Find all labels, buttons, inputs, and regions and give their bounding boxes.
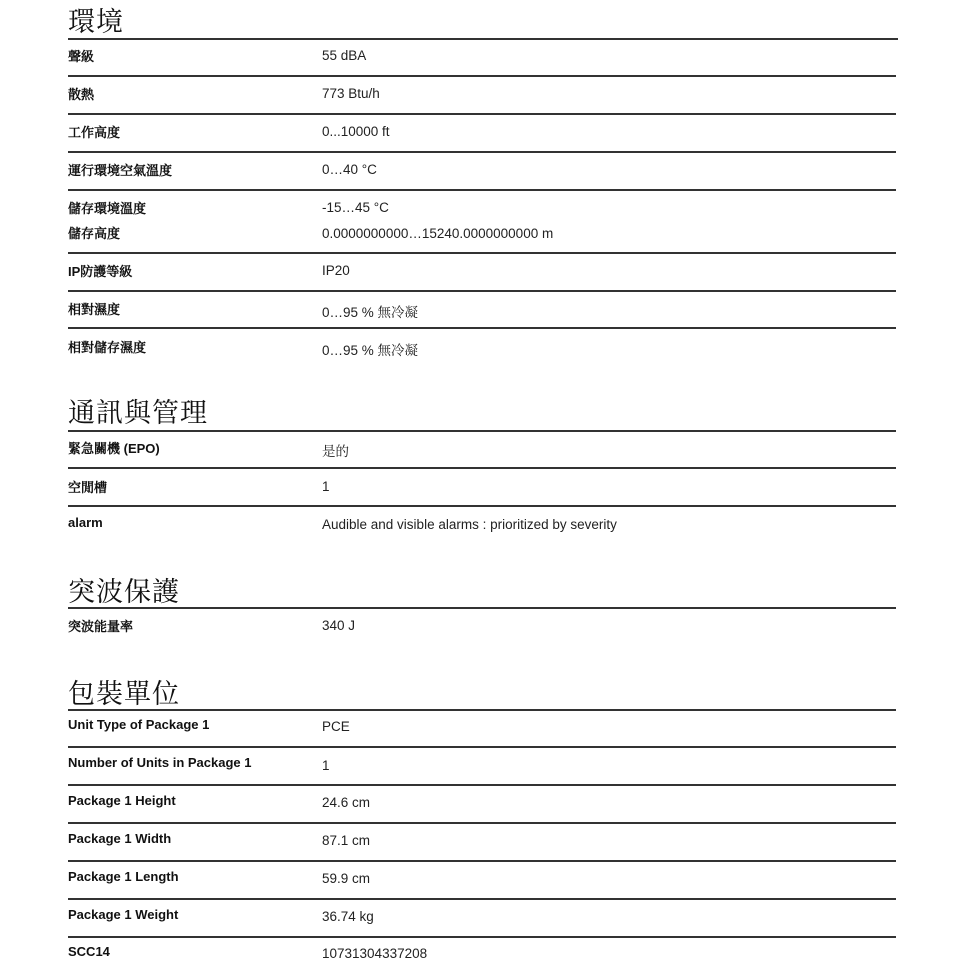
spec-value: Audible and visible alarms : prioritized by severity xyxy=(322,517,617,532)
row-divider xyxy=(68,505,896,507)
row-divider xyxy=(68,822,896,824)
spec-value: 是的 xyxy=(322,444,349,459)
spec-value: 0…40 °C xyxy=(322,162,377,177)
row-divider xyxy=(68,252,896,254)
spec-label: 散熱 xyxy=(68,87,95,102)
spec-label: 運行環境空氣溫度 xyxy=(68,163,173,178)
spec-value: 24.6 cm xyxy=(322,795,371,810)
row-divider xyxy=(68,75,896,77)
spec-label: 緊急關機 (EPO) xyxy=(68,441,160,456)
row-divider xyxy=(68,860,896,862)
spec-label: IP防護等級 xyxy=(68,264,133,279)
section-title-surge-protection: 突波保護 xyxy=(68,577,180,608)
spec-label: 空閒槽 xyxy=(68,480,108,495)
row-divider xyxy=(68,746,896,748)
spec-label: Package 1 Weight xyxy=(68,907,179,922)
spec-value: 773 Btu/h xyxy=(322,86,380,101)
row-divider xyxy=(68,189,896,191)
spec-value: 0.0000000000…15240.0000000000 m xyxy=(322,226,554,241)
spec-value: 340 J xyxy=(322,618,356,633)
spec-label: 儲存高度 xyxy=(68,226,121,241)
spec-value: 10731304337208 xyxy=(322,946,428,961)
section-rule xyxy=(68,709,896,711)
spec-value: -15…45 °C xyxy=(322,200,389,215)
section-rule xyxy=(68,430,896,432)
spec-value: 87.1 cm xyxy=(322,833,371,848)
row-divider xyxy=(68,290,896,292)
spec-label: 儲存環境溫度 xyxy=(68,201,147,216)
spec-label: Package 1 Width xyxy=(68,831,172,846)
spec-label: 突波能量率 xyxy=(68,619,134,634)
spec-label: SCC14 xyxy=(68,944,110,959)
spec-value: 0…95 % 無冷凝 xyxy=(322,305,419,320)
row-divider xyxy=(68,113,896,115)
spec-value: 0...10000 ft xyxy=(322,124,390,139)
spec-value: 36.74 kg xyxy=(322,909,374,924)
spec-value: IP20 xyxy=(322,263,350,278)
row-divider xyxy=(68,467,896,469)
spec-label: 相對儲存濕度 xyxy=(68,340,147,355)
section-title-communication: 通訊與管理 xyxy=(68,398,208,429)
spec-label: 工作高度 xyxy=(68,125,121,140)
section-title-packaging: 包裝單位 xyxy=(68,679,180,710)
row-divider xyxy=(68,151,896,153)
section-rule xyxy=(68,38,898,40)
spec-value: 55 dBA xyxy=(322,48,367,63)
spec-label: Package 1 Length xyxy=(68,869,179,884)
spec-value: 1 xyxy=(322,479,330,494)
spec-value: 0…95 % 無冷凝 xyxy=(322,343,419,358)
spec-label: Package 1 Height xyxy=(68,793,176,808)
spec-label: Number of Units in Package 1 xyxy=(68,755,252,770)
spec-label: Unit Type of Package 1 xyxy=(68,717,210,732)
row-divider xyxy=(68,327,896,329)
row-divider xyxy=(68,898,896,900)
section-title-environment: 環境 xyxy=(68,7,124,38)
spec-label: 相對濕度 xyxy=(68,302,121,317)
spec-label: 聲級 xyxy=(68,49,95,64)
spec-value: 1 xyxy=(322,758,330,773)
section-rule xyxy=(68,607,896,609)
spec-value: 59.9 cm xyxy=(322,871,371,886)
spec-value: PCE xyxy=(322,719,350,734)
row-divider xyxy=(68,936,896,938)
spec-label: alarm xyxy=(68,515,103,530)
row-divider xyxy=(68,784,896,786)
